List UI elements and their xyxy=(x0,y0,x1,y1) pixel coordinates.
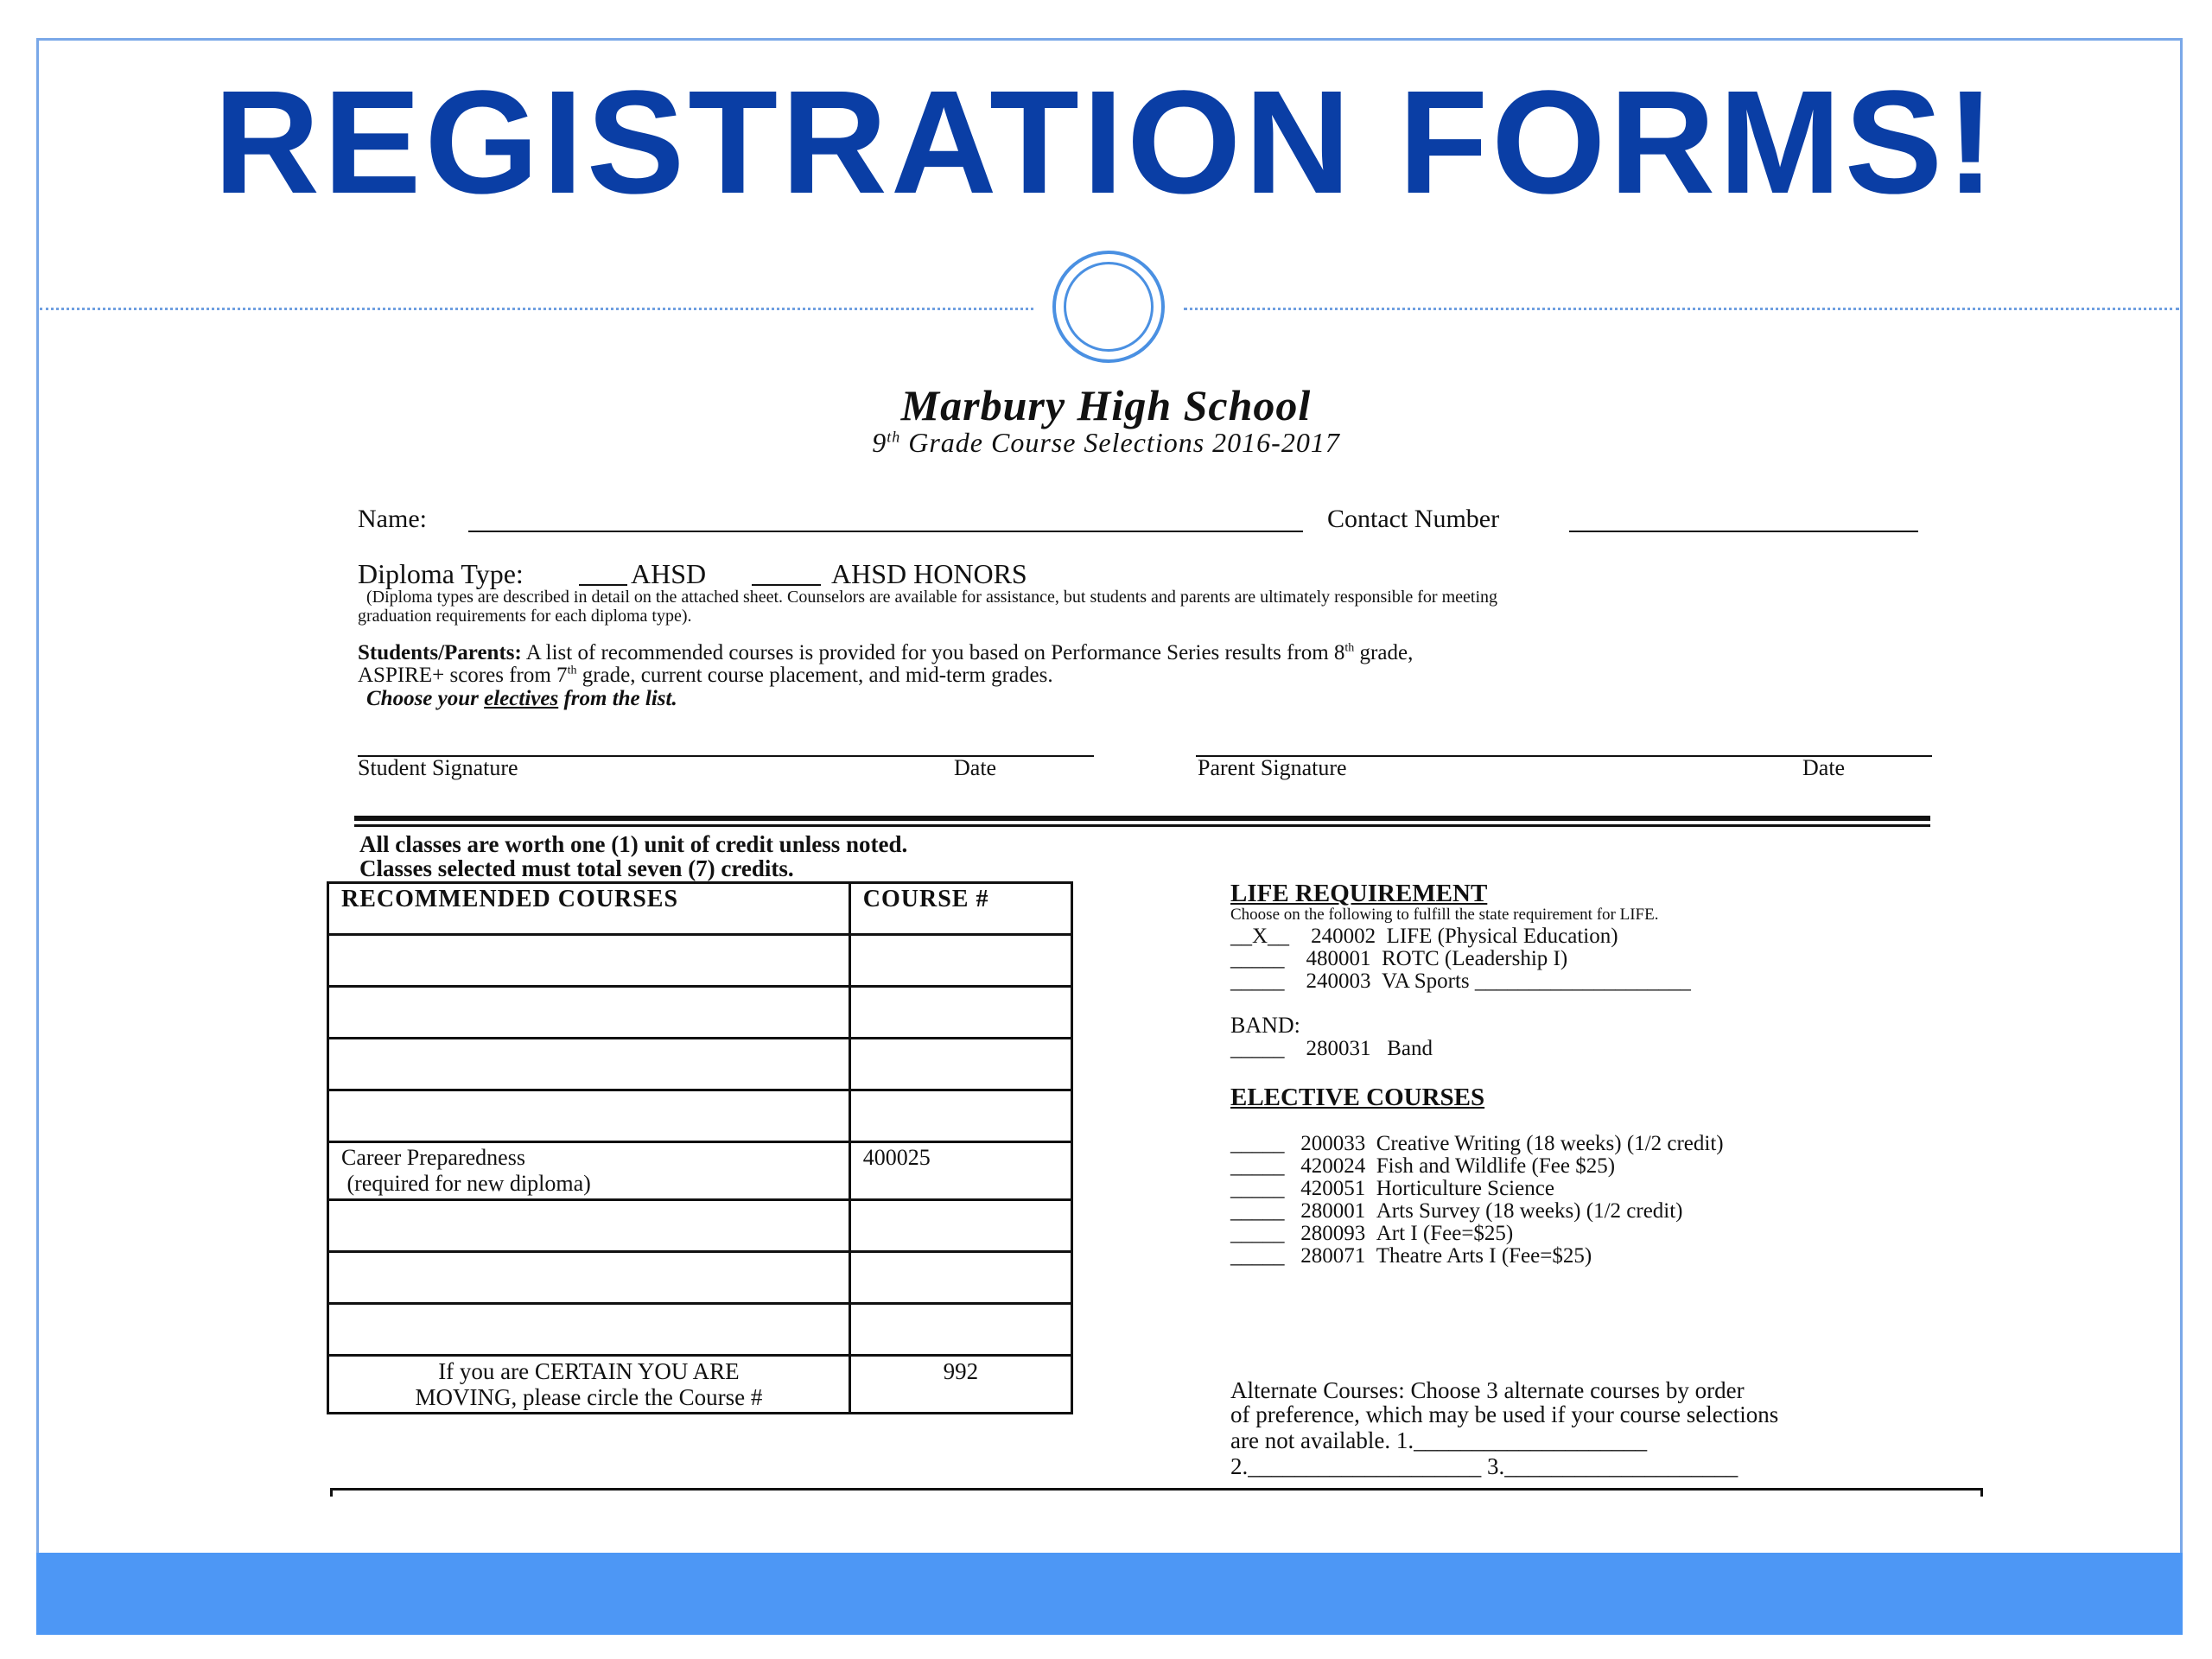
table-row xyxy=(328,987,1072,1039)
alternate-line-4[interactable]: 2.____________________ 3.____________________ xyxy=(1230,1453,1738,1479)
credit-note-2: Classes selected must total seven (7) credits. xyxy=(359,855,794,881)
life-item-3[interactable]: _____ 240003 VA Sports ____________________ xyxy=(1230,969,1691,993)
moving-course-number[interactable]: 992 xyxy=(849,1356,1071,1414)
diploma-honors: AHSD HONORS xyxy=(831,558,1027,589)
elective-item[interactable]: _____ 280001 Arts Survey (18 weeks) (1/2 credit) xyxy=(1230,1199,1683,1223)
alternate-line-2: of preference, which may be used if your course selections xyxy=(1230,1402,1779,1427)
elective-item[interactable]: _____ 420051 Horticulture Science xyxy=(1230,1177,1554,1200)
table-row xyxy=(328,1304,1072,1356)
diploma-ahsd-blank[interactable] xyxy=(579,584,627,586)
table-row xyxy=(328,1252,1072,1304)
course-number-cell[interactable] xyxy=(849,1304,1071,1356)
elective-item[interactable]: _____ 280071 Theatre Arts I (Fee=$25) xyxy=(1230,1244,1592,1268)
alternate-line-3[interactable]: are not available. 1.____________________ xyxy=(1230,1427,1648,1453)
choose-electives-note: Choose your electives from the list. xyxy=(366,687,677,710)
course-number-cell[interactable] xyxy=(849,1200,1071,1252)
course-cell[interactable] xyxy=(328,1090,850,1142)
slide-title: REGISTRATION FORMS! xyxy=(213,60,1999,225)
contact-field[interactable] xyxy=(1569,531,1918,532)
life-item-1[interactable]: __X__ 240002 LIFE (Physical Education) xyxy=(1230,925,1618,948)
alternate-line-1: Alternate Courses: Choose 3 alternate courses by order xyxy=(1230,1377,1745,1403)
course-cell[interactable] xyxy=(328,1039,850,1090)
elective-item[interactable]: _____ 280093 Art I (Fee=$25) xyxy=(1230,1222,1514,1245)
diploma-note-1: (Diploma types are described in detail on the attached sheet. Counselors are available for assistance, but students and parents are ultimately responsible for meeting xyxy=(366,588,1498,607)
form-bottom-tick-right xyxy=(1980,1488,1983,1497)
circle-ornament-icon xyxy=(1052,251,1165,363)
table-header-row xyxy=(328,883,1072,935)
diploma-honors-blank[interactable] xyxy=(752,584,821,586)
name-field[interactable] xyxy=(468,531,1303,532)
course-number-cell[interactable] xyxy=(849,1252,1071,1304)
career-line-2: (required for new diploma) xyxy=(341,1171,591,1196)
course-number-cell[interactable] xyxy=(849,1039,1071,1090)
table-row xyxy=(328,1090,1072,1142)
recommended-courses-table xyxy=(327,881,1073,1414)
course-number-cell[interactable] xyxy=(849,987,1071,1039)
students-parents-line-1: Students/Parents: A list of recommended courses is provided for you based on Performance Series results from 8th grade, xyxy=(358,641,1414,664)
course-cell[interactable] xyxy=(328,935,850,987)
course-number-cell[interactable] xyxy=(849,1090,1071,1142)
student-signature-label: Student Signature xyxy=(358,755,518,780)
table-row-moving xyxy=(328,1356,1072,1414)
contact-label: Contact Number xyxy=(1327,505,1500,533)
moving-line-2: MOVING, please circle the Course # xyxy=(415,1384,763,1410)
student-date-label: Date xyxy=(954,755,997,780)
table-row xyxy=(328,935,1072,987)
form-bottom-tick-left xyxy=(330,1488,333,1497)
divider-right xyxy=(1184,308,2179,310)
course-cell[interactable] xyxy=(328,1304,850,1356)
course-cell[interactable] xyxy=(328,1200,850,1252)
header-course-number: COURSE # xyxy=(849,883,1071,935)
bottom-accent-band xyxy=(36,1553,2183,1635)
life-note: Choose on the following to fulfill the state requirement for LIFE. xyxy=(1230,906,1659,924)
diploma-note-2: graduation requirements for each diploma type). xyxy=(358,607,692,626)
table-row xyxy=(328,1200,1072,1252)
parent-date-label: Date xyxy=(1802,755,1846,780)
course-cell[interactable] xyxy=(328,987,850,1039)
career-line-1: Career Preparedness xyxy=(341,1145,525,1170)
band-label: BAND: xyxy=(1230,1013,1300,1038)
life-heading: LIFE REQUIREMENT xyxy=(1230,880,1488,907)
diploma-ahsd: AHSD xyxy=(631,558,707,589)
divider-left xyxy=(40,308,1033,310)
header-recommended-courses: RECOMMENDED COURSES xyxy=(328,883,850,935)
diploma-label: Diploma Type: xyxy=(358,558,524,589)
course-number-cell[interactable] xyxy=(849,935,1071,987)
moving-note-cell xyxy=(328,1356,850,1414)
table-row xyxy=(328,1039,1072,1090)
moving-line-1: If you are CERTAIN YOU ARE xyxy=(438,1358,740,1384)
elective-item[interactable]: _____ 200033 Creative Writing (18 weeks) (1/2 credit) xyxy=(1230,1132,1724,1155)
section-rule-thin xyxy=(354,824,1930,827)
form-bottom-rule xyxy=(330,1488,1982,1491)
name-label: Name: xyxy=(358,505,427,533)
students-parents-line-2: ASPIRE+ scores from 7th grade, current course placement, and mid-term grades. xyxy=(358,664,1053,687)
band-item[interactable]: _____ 280031 Band xyxy=(1230,1037,1433,1060)
elective-item[interactable]: _____ 420024 Fish and Wildlife (Fee $25) xyxy=(1230,1154,1616,1178)
section-rule xyxy=(354,816,1930,821)
parent-signature-label: Parent Signature xyxy=(1198,755,1347,780)
elective-heading: ELECTIVE COURSES xyxy=(1230,1084,1485,1111)
table-row-career xyxy=(328,1142,1072,1200)
credit-note-1: All classes are worth one (1) unit of credit unless noted. xyxy=(359,831,908,857)
life-item-2[interactable]: _____ 480001 ROTC (Leadership I) xyxy=(1230,947,1568,970)
form-subtitle: 9th Grade Course Selections 2016-2017 xyxy=(872,427,1340,458)
career-preparedness-cell xyxy=(328,1142,850,1200)
career-course-number: 400025 xyxy=(849,1142,1071,1200)
school-name: Marbury High School xyxy=(900,381,1312,429)
course-cell[interactable] xyxy=(328,1252,850,1304)
